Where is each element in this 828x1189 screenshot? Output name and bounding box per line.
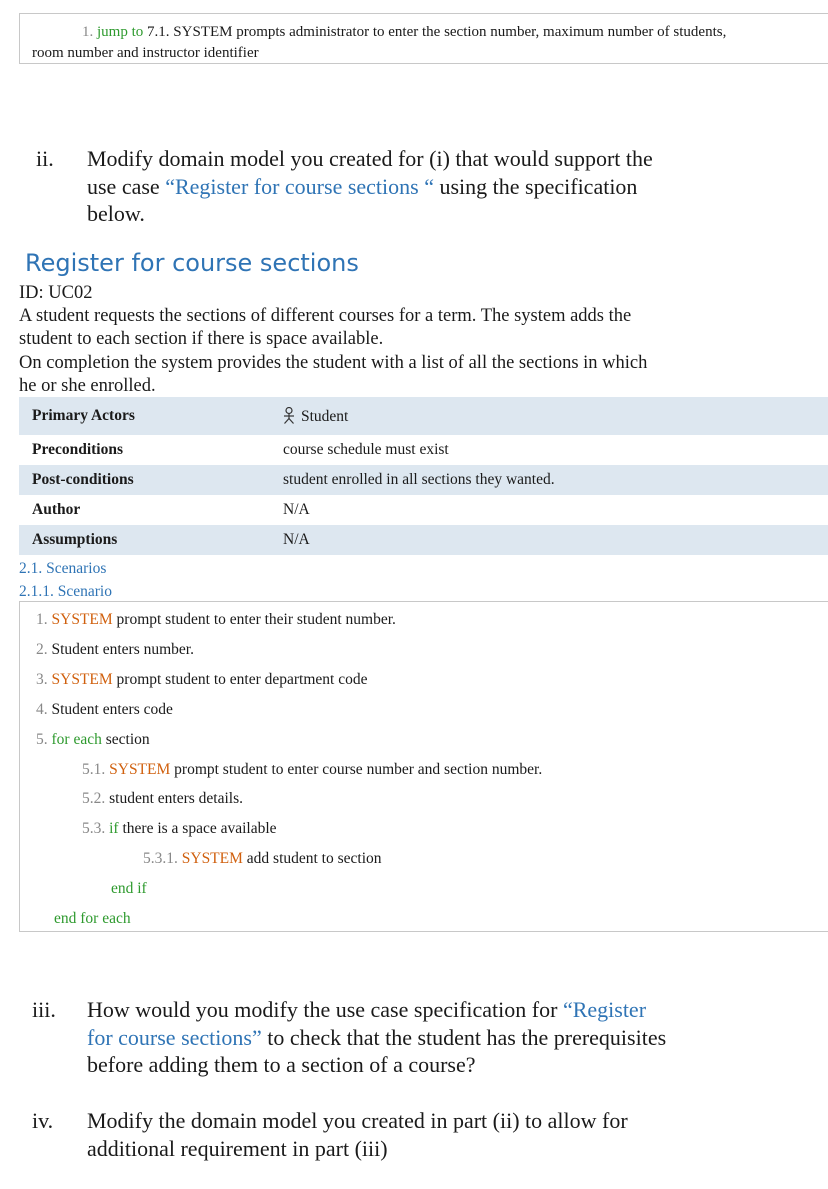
question-ii: ii. Modify domain model you created for (i) that would support the use case “Register for course sections “ using the specification below.: [36, 145, 756, 235]
list-item: 2. Student enters number.: [36, 641, 194, 658]
list-item: 5. for each section: [36, 731, 150, 748]
question-iv-text: Modify the domain model you created in part (ii) to allow for additional requirement in part (iii): [87, 1108, 628, 1161]
usecase-description-line: On completion the system provides the student with a list of all the sections in which: [19, 353, 648, 373]
table-row: Preconditions course schedule must exist: [32, 441, 449, 458]
list-item: 5.3.1. SYSTEM add student to section: [143, 850, 382, 867]
question-ii-text: Modify domain model you created for (i) that would support the use case “Register for course sections “ using the specification below.: [87, 146, 653, 226]
actor-icon: [283, 407, 295, 424]
question-iv: iv. Modify the domain model you created in part (ii) to allow for additional requirement in part (iii): [32, 1107, 752, 1167]
usecase-title: Register for course sections: [25, 249, 359, 277]
usecase-id: ID: UC02: [19, 283, 93, 303]
list-item: 5.3. if there is a space available: [82, 820, 277, 837]
usecase-description-line: A student requests the sections of different courses for a term. The system adds the: [19, 306, 632, 326]
scenario-box: [19, 601, 828, 932]
usecase-description-line: he or she enrolled.: [19, 376, 156, 396]
table-row: Primary Actors Student: [19, 397, 828, 435]
usecase-description-line: student to each section if there is space available.: [19, 329, 384, 349]
previous-step-box: [19, 13, 828, 64]
list-item: end for each: [54, 910, 131, 927]
list-item: 3. SYSTEM prompt student to enter department code: [36, 671, 368, 688]
usecase-table: [19, 397, 828, 555]
section-scenarios-heading: 2.1. Scenarios: [19, 560, 107, 577]
jump-keyword: jump to: [97, 24, 144, 40]
usecase-reference: “Register for course sections “: [165, 173, 434, 199]
table-row: Post-conditions student enrolled in all sections they wanted.: [19, 465, 828, 495]
question-iii: iii. How would you modify the use case specification for “Register for course sections” to check that the student has the prerequisites before adding them to a section of a course?: [32, 996, 752, 1081]
table-row: Author N/A: [32, 501, 310, 518]
question-iii-text: How would you modify the use case specification for “Register for course sections” to check that the student has the prerequisites before adding them to a section of a course?: [87, 997, 667, 1077]
section-scenario-heading: 2.1.1. Scenario: [19, 583, 112, 600]
list-item: 5.2. student enters details.: [82, 790, 243, 807]
list-item: 5.1. SYSTEM prompt student to enter course number and section number.: [82, 761, 543, 778]
table-row: Assumptions N/A: [19, 525, 828, 555]
list-item: end if: [111, 880, 147, 897]
jump-step-continuation: room number and instructor identifier: [32, 45, 259, 61]
jump-step-line: 1. jump to 7.1. SYSTEM prompts administrator to enter the section number, maximum number of students,: [82, 24, 727, 40]
list-item: 4. Student enters code: [36, 701, 173, 718]
list-item: 1. SYSTEM prompt student to enter their student number.: [36, 611, 396, 628]
